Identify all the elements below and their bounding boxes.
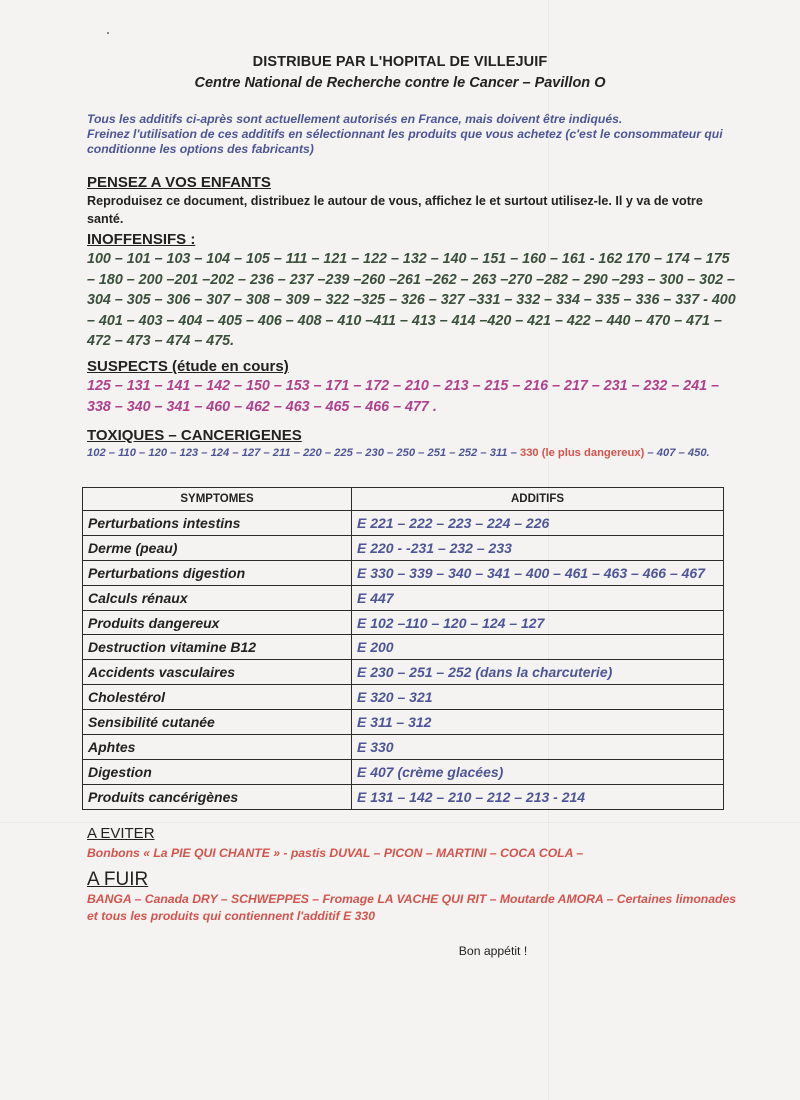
document-title: DISTRIBUE PAR L'HOPITAL DE VILLEJUIF: [252, 54, 548, 70]
symptomes-column-header: SYMPTOMES: [83, 488, 352, 511]
table-row: [83, 759, 724, 784]
table-row: [83, 511, 724, 536]
closing-text: Bon appétit !: [458, 944, 528, 958]
additifs-cell: E 407 (crème glacées): [352, 759, 724, 784]
additifs-cell: E 221 – 222 – 223 – 224 – 226: [352, 511, 724, 536]
additifs-cell: E 102 –110 – 120 – 124 – 127: [352, 610, 724, 635]
table-header-row: [83, 488, 724, 511]
toxiques-list-part1: 102 – 110 – 120 – 123 – 124 – 127 – 211 – 220 – 225 – 230 – 250 – 251 – 252 – 311 –: [87, 447, 520, 459]
table-row: [83, 710, 724, 735]
intro-line-1: Tous les additifs ci-après sont actuellement autorisés en France, mais doivent être indiqués.: [87, 112, 623, 126]
enfants-heading: PENSEZ A VOS ENFANTS: [87, 174, 271, 191]
symptom-cell: Cholestérol: [83, 685, 352, 710]
table-row: [83, 585, 724, 610]
symptom-cell: Perturbations intestins: [83, 511, 352, 536]
additifs-cell: E 230 – 251 – 252 (dans la charcuterie): [352, 660, 724, 685]
table-row: [83, 660, 724, 685]
table-row: [83, 784, 724, 809]
symptom-cell: Perturbations digestion: [83, 560, 352, 585]
document-subtitle: Centre National de Recherche contre le Cancer – Pavillon O: [194, 75, 606, 91]
inoffensifs-list: 100 – 101 – 103 – 104 – 105 – 111 – 121 – 122 – 132 – 140 – 151 – 160 – 161 - 162 170 – 174 – 175 – 180 – 200 –201 –202 – 236 – 237 –239 –260 –261 –262 – 263 –270 –282 – 290 –293 – 300 – 302 – 304 – 305 – 306 – 307 – 308 – 309 – 322 –325 – 326 – 327 –331 – 332 – 334 – 335 – 336 – 337 - 400 – 401 – 403 – 404 – 405 – 406 – 408 – 410 –411 – 413 – 414 –420 – 421 – 422 – 440 – 470 – 471 – 472 – 473 – 474 – 475.: [87, 251, 736, 349]
table-row: [83, 735, 724, 760]
toxiques-list: [87, 446, 737, 462]
intro-line-2: Freinez l'utilisation de ces additifs en sélectionnant les produits que vous achetez (c'est le consommateur qui conditionne les options des fabricants): [87, 127, 723, 156]
scan-speck: [107, 32, 109, 34]
table-row: [83, 685, 724, 710]
closing-text-row: [0, 944, 680, 958]
suspects-list: 125 – 131 – 141 – 142 – 150 – 153 – 171 – 172 – 210 – 213 – 215 – 216 – 217 – 231 – 232 – 241 – 338 – 340 – 341 – 460 – 462 – 463 – 465 – 466 – 477 .: [87, 378, 720, 415]
symptom-cell: Aphtes: [83, 735, 352, 760]
toxiques-list-part2: – 407 – 450.: [644, 447, 710, 459]
enfants-text: Reproduisez ce document, distribuez le autour de vous, affichez le et surtout utilisez-le. Il y va de votre santé.: [87, 194, 703, 226]
symptom-cell: Calculs rénaux: [83, 585, 352, 610]
symptom-cell: Sensibilité cutanée: [83, 710, 352, 735]
table-row: [83, 560, 724, 585]
symptom-cell: Destruction vitamine B12: [83, 635, 352, 660]
additifs-cell: E 330: [352, 735, 724, 760]
table-row: [83, 535, 724, 560]
table-row: [83, 610, 724, 635]
eviter-text: Bonbons « La PIE QUI CHANTE » - pastis DUVAL – PICON – MARTINI – COCA COLA –: [87, 846, 584, 860]
symptom-cell: Produits cancérigènes: [83, 784, 352, 809]
fuir-heading: A FUIR: [87, 869, 149, 890]
additifs-cell: E 311 – 312: [352, 710, 724, 735]
additifs-cell: E 320 – 321: [352, 685, 724, 710]
suspects-heading: SUSPECTS (étude en cours): [87, 358, 289, 375]
symptom-cell: Accidents vasculaires: [83, 660, 352, 685]
inoffensifs-heading: INOFFENSIFS :: [87, 231, 196, 248]
eviter-heading: A EVITER: [87, 825, 155, 842]
symptom-cell: Produits dangereux: [83, 610, 352, 635]
symptoms-table: [82, 487, 724, 810]
fuir-text: BANGA – Canada DRY – SCHWEPPES – Fromage LA VACHE QUI RIT – Moutarde AMORA – Certaines limonades et tous les produits qui contiennent l'additif E 330: [87, 892, 736, 923]
toxiques-most-dangerous: 330 (le plus dangereux): [519, 447, 645, 459]
table-row: [83, 635, 724, 660]
symptom-cell: Derme (peau): [83, 535, 352, 560]
intro-text: [87, 112, 747, 157]
symptom-cell: Digestion: [83, 759, 352, 784]
additifs-cell: E 200: [352, 635, 724, 660]
additifs-cell: E 131 – 142 – 210 – 212 – 213 - 214: [352, 784, 724, 809]
fold-line-horizontal: [0, 822, 800, 823]
additifs-column-header: ADDITIFS: [352, 488, 724, 511]
additifs-cell: E 330 – 339 – 340 – 341 – 400 – 461 – 463 – 466 – 467: [352, 560, 724, 585]
additifs-cell: E 447: [352, 585, 724, 610]
additifs-cell: E 220 - -231 – 232 – 233: [352, 535, 724, 560]
toxiques-heading: TOXIQUES – CANCERIGENES: [87, 427, 302, 444]
